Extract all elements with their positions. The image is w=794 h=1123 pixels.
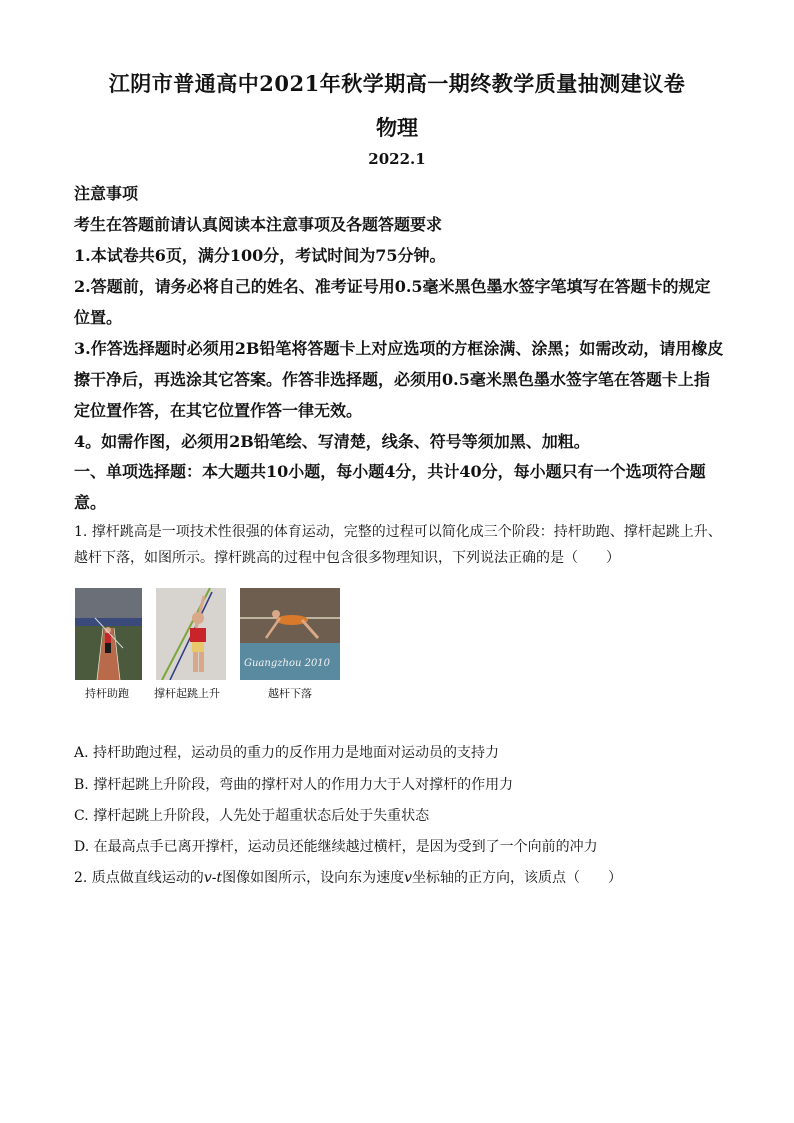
- notes-line: 2.答题前，请务必将自己的姓名、准考证号用0.5毫米黑色墨水签字笔填写在答题卡的规定: [74, 277, 711, 296]
- exam-title: 江阴市普通高中2021年秋学期高一期终教学质量抽测建议卷: [108, 71, 686, 96]
- notes-line: 定位置作答，在其它位置作答一律无效。: [74, 401, 363, 420]
- option-c: C. 撑杆起跳上升阶段，人先处于超重状态后处于失重状态: [74, 808, 430, 824]
- pole-vault-figure: [0, 588, 794, 708]
- caption-take-off: 撑杆起跳上升: [154, 687, 220, 700]
- option-b: B. 撑杆起跳上升阶段，弯曲的撑杆对人的作用力大于人对撑杆的作用力: [74, 777, 514, 793]
- notes-line: 4。如需作图，必须用2B铅笔绘、写清楚，线条、符号等须加黑、加粗。: [74, 432, 590, 451]
- q2-v: v: [404, 870, 412, 886]
- notes-block: [74, 178, 724, 457]
- photo-run-up: [75, 588, 142, 680]
- question-2-stem: [74, 867, 622, 887]
- notes-line: 1.本试卷共6页，满分100分，考试时间为75分钟。: [74, 246, 446, 265]
- question-1-stem: [74, 519, 734, 571]
- exam-date: 2022.1: [368, 150, 426, 168]
- photo-bar-clearance: [240, 588, 340, 680]
- notes-line: 位置。: [74, 308, 123, 327]
- notes-heading: 注意事项: [74, 184, 139, 203]
- q2-middle: 图像如图所示，设向东为速度: [222, 870, 405, 886]
- subject-title: 物理: [376, 115, 418, 140]
- caption-run-up: 持杆助跑: [85, 687, 129, 700]
- section-heading: [74, 456, 724, 518]
- q2-suffix: 坐标轴的正方向，该质点（ ）: [412, 870, 622, 886]
- q2-prefix: 2. 质点做直线运动的: [74, 870, 204, 886]
- question-line: 越杆下落，如图所示。撑杆跳高的过程中包含很多物理知识，下列说法正确的是（ ）: [74, 550, 620, 566]
- caption-bar-clearance: 越杆下落: [268, 687, 312, 700]
- notes-line: 考生在答题前请认真阅读本注意事项及各题答题要求: [74, 215, 443, 234]
- option-d: D. 在最高点手已离开撑杆，运动员还能继续越过横杆，是因为受到了一个向前的冲力: [74, 839, 598, 855]
- q2-vt: v-t: [203, 870, 223, 886]
- option-a: A. 持杆助跑过程，运动员的重力的反作用力是地面对运动员的支持力: [74, 745, 500, 761]
- section-line: 一、单项选择题：本大题共10小题，每小题4分，共计40分，每小题只有一个选项符合题: [74, 462, 706, 481]
- question-line: 1. 撑杆跳高是一项技术性很强的体育运动，完整的过程可以简化成三个阶段：持杆助跑、撑杆起跳上升、: [74, 524, 722, 540]
- section-line: 意。: [74, 493, 107, 512]
- photo-take-off: [156, 588, 226, 680]
- notes-line: 擦干净后，再选涂其它答案。作答非选择题，必须用0.5毫米黑色墨水签字笔在答题卡上指: [74, 370, 710, 389]
- notes-line: 3.作答选择题时必须用2B铅笔将答题卡上对应选项的方框涂满、涂黑；如需改动，请用橡皮: [74, 339, 724, 358]
- photo-watermark-text: Guangzhou 2010: [244, 658, 331, 669]
